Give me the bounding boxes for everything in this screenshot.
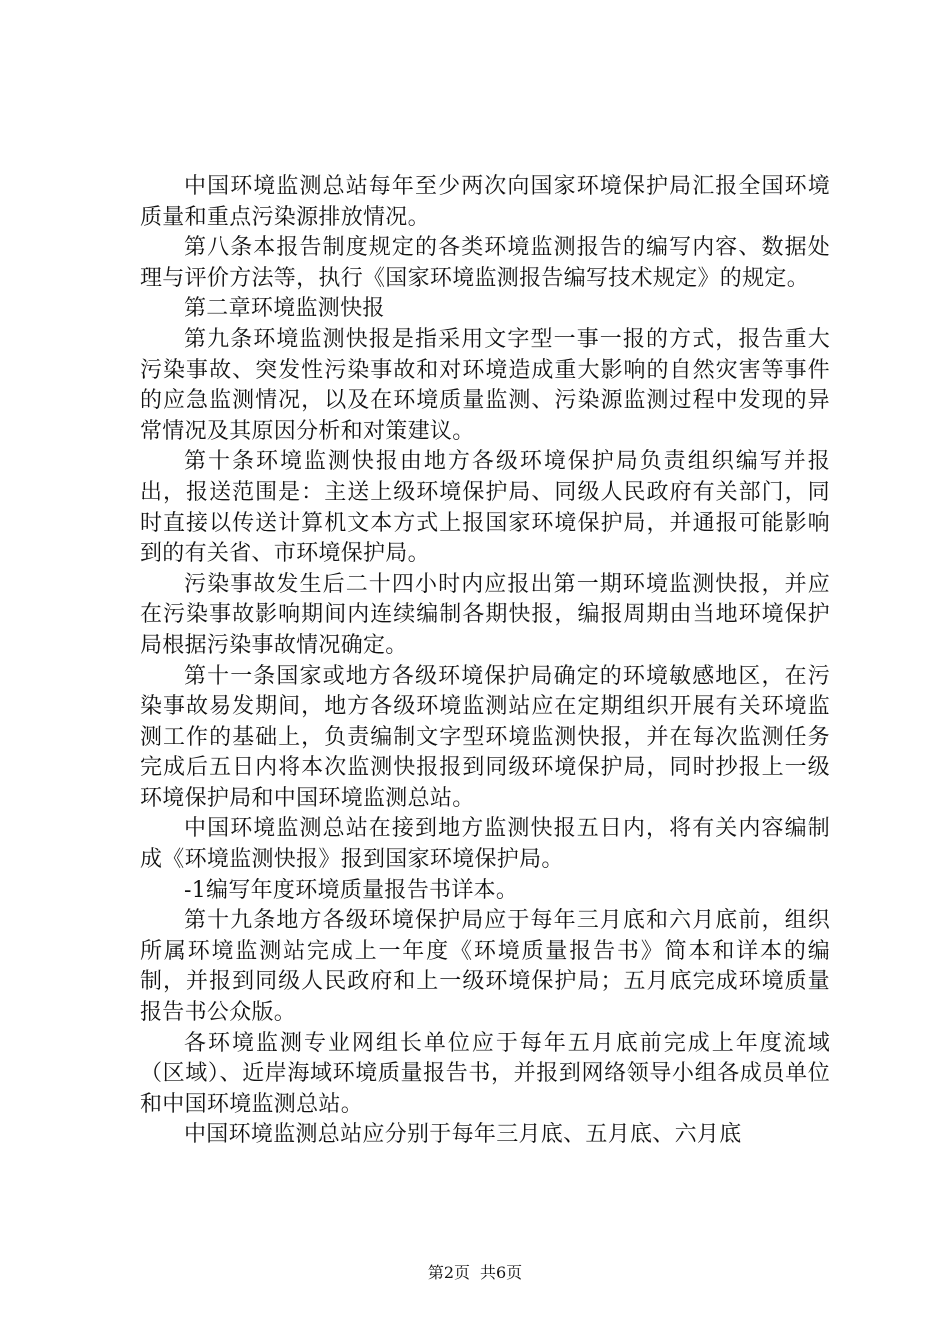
paragraph: 第十一条国家或地方各级环境保护局确定的环境敏感地区，在污染事故易发期间，地方各级环境监测站应在定期组织开展有关环境监测工作的基础上，负责编制文字型环境监测快报，并在每次监测任务完成后五日内将本次监测快报报到同级环境保护局，同时抄报上一级环境保护局和中国环境监测总站。	[140, 663, 830, 811]
chapter-heading: 第二章环境监测快报	[184, 296, 385, 322]
paragraph: 第十条环境监测快报由地方各级环境保护局负责组织编写并报出，报送范围是：主送上级环境保护局、同级人民政府有关部门，同时直接以传送计算机文本方式上报国家环境保护局，并通报可能影响到的有关省、市环境保护局。	[140, 449, 830, 567]
paragraph: 中国环境监测总站应分别于每年三月底、五月底、六月底	[184, 1122, 742, 1148]
paragraph: 中国环境监测总站在接到地方监测快报五日内，将有关内容编制成《环境监测快报》报到国家环境保护局。	[140, 816, 830, 873]
page-footer	[0, 1263, 950, 1283]
paragraph: 第十九条地方各级环境保护局应于每年三月底和六月底前，组织所属环境监测站完成上一年度《环境质量报告书》简本和详本的编制，并报到同级人民政府和上一级环境保护局；五月底完成环境质量报告书公众版。	[140, 908, 830, 1026]
paragraph: 第八条本报告制度规定的各类环境监测报告的编写内容、数据处理与评价方法等，执行《国家环境监测报告编写技术规定》的规定。	[140, 235, 830, 291]
paragraph: 各环境监测专业网组长单位应于每年五月底前完成上年度流域（区域）、近岸海域环境质量报告书，并报到网络领导小组各成员单位和中国环境监测总站。	[140, 1030, 830, 1117]
page-number: 第2页	[427, 1263, 470, 1282]
page-total: 共6页	[480, 1263, 523, 1282]
document-body	[140, 172, 830, 1151]
paragraph: 污染事故发生后二十四小时内应报出第一期环境监测快报，并应在污染事故影响期间内连续编制各期快报，编报周期由当地环境保护局根据污染事故情况确定。	[140, 571, 830, 658]
paragraph: -1编写年度环境质量报告书详本。	[184, 877, 519, 903]
paragraph: 中国环境监测总站每年至少两次向国家环境保护局汇报全国环境质量和重点污染源排放情况。	[140, 174, 830, 230]
paragraph: 第九条环境监测快报是指采用文字型一事一报的方式，报告重大污染事故、突发性污染事故和对环境造成重大影响的自然灾害等事件的应急监测情况，以及在环境质量监测、污染源监测过程中发现的异常情况及其原因分析和对策建议。	[140, 326, 830, 444]
